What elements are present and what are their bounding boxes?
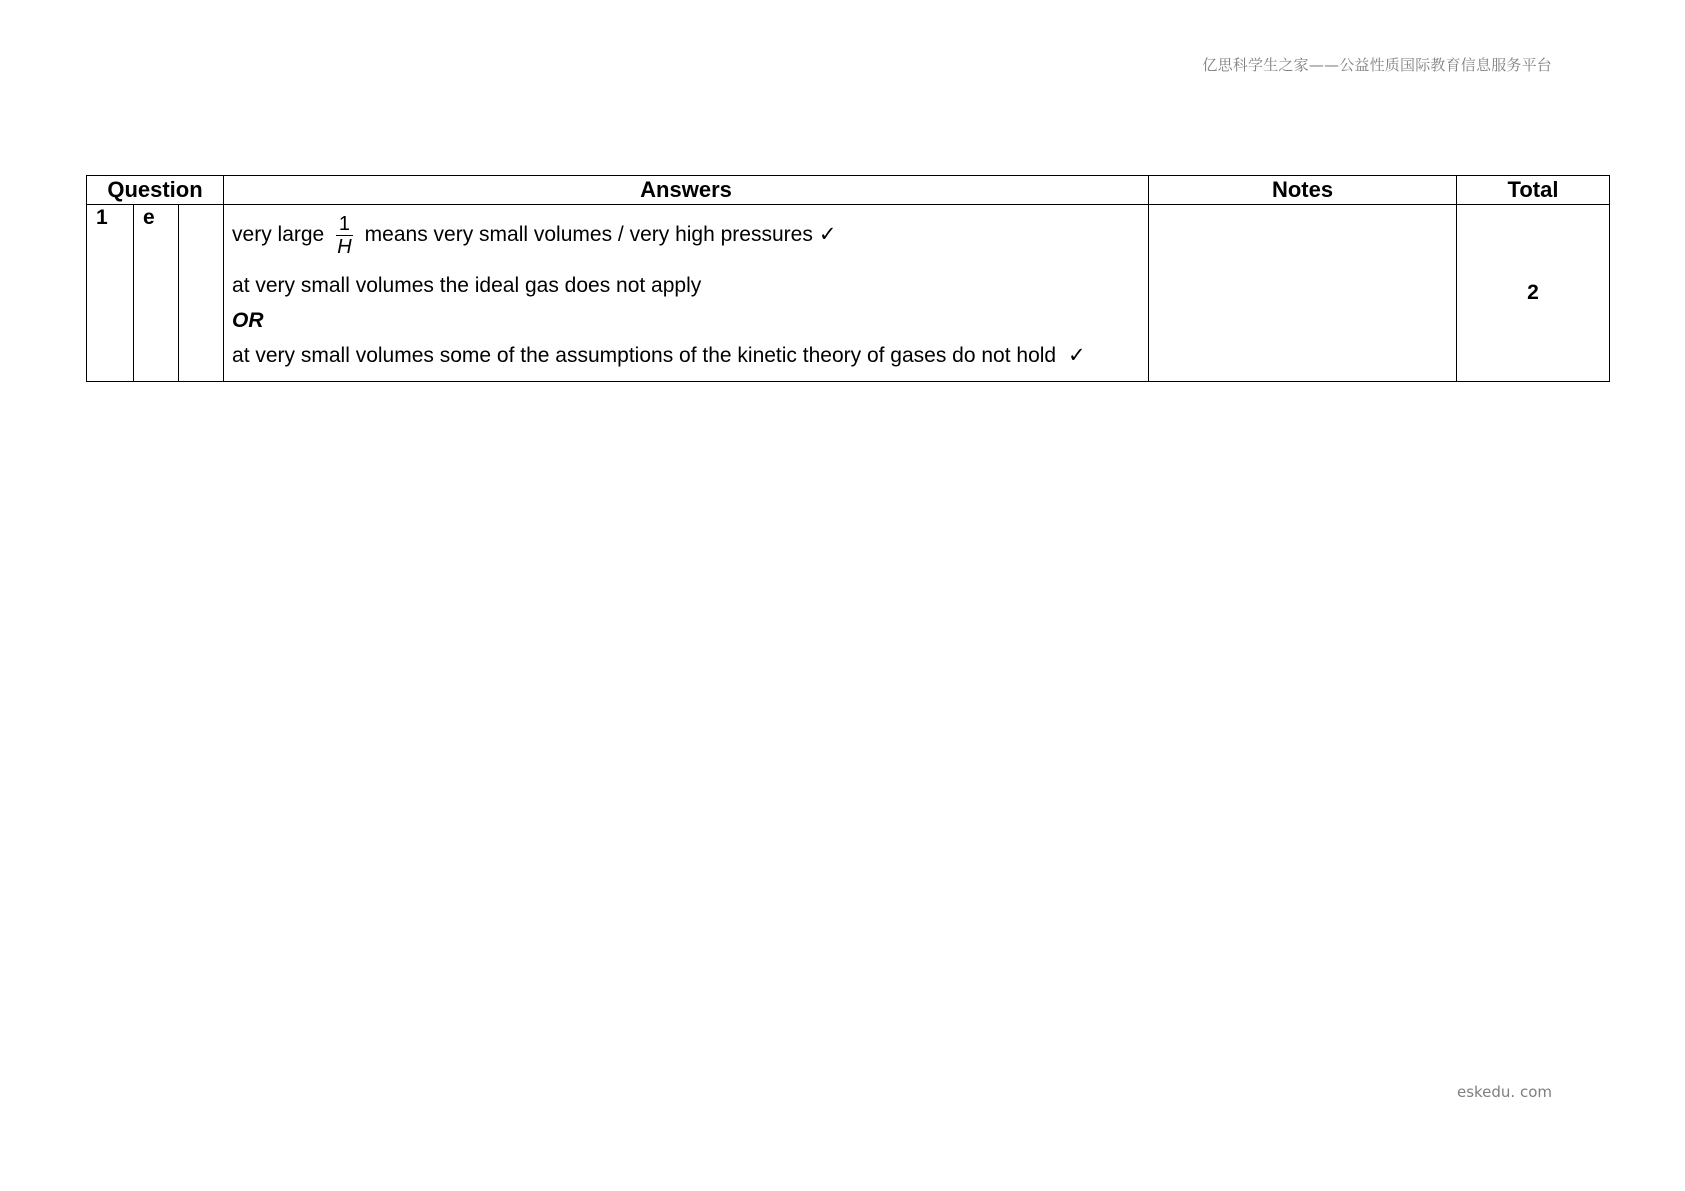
answer-line-3: [232, 343, 1140, 369]
table-row: [87, 205, 1610, 382]
answer-line-1-before: very large: [232, 223, 325, 246]
answers-cell: [224, 205, 1149, 382]
question-number: 1: [87, 205, 134, 382]
answer-line-1: [232, 209, 1140, 261]
total-header: Total: [1457, 176, 1610, 205]
checkmark-icon: ✓: [1067, 344, 1086, 367]
question-subpart: [179, 205, 224, 382]
mark-scheme-table: [86, 175, 1610, 382]
table-header-row: [87, 176, 1610, 205]
question-part: e: [134, 205, 179, 382]
question-header: Question: [87, 176, 224, 205]
fraction-numerator: 1: [336, 213, 353, 236]
answer-line-3-text: at very small volumes some of the assumptions of the kinetic theory of gases do not hold: [232, 344, 1057, 367]
checkmark-icon: ✓: [818, 223, 837, 246]
total-cell: 2: [1457, 205, 1610, 382]
footer-watermark: eskedu. com: [1456, 1083, 1552, 1101]
fraction-one-over-h: [334, 213, 354, 258]
answers-header: Answers: [224, 176, 1149, 205]
header-watermark: 亿思科学生之家——公益性质国际教育信息服务平台: [1202, 56, 1552, 74]
fraction-denominator: H: [337, 235, 352, 258]
answer-line-1-after: means very small volumes / very high pressures: [364, 223, 813, 246]
or-label: OR: [232, 309, 264, 332]
answer-line-2: at very small volumes the ideal gas does not apply: [232, 274, 702, 297]
notes-cell: [1149, 205, 1457, 382]
notes-header: Notes: [1149, 176, 1457, 205]
